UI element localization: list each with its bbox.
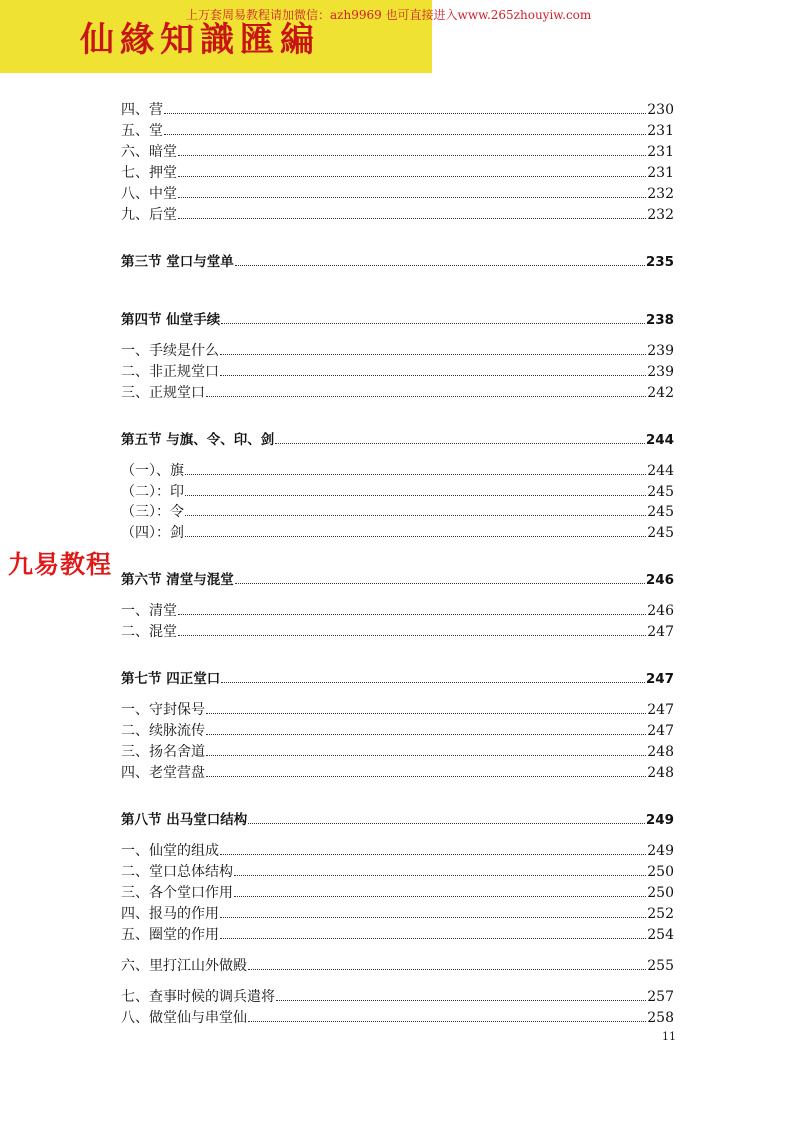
toc-entry-page: 238 <box>645 312 674 328</box>
toc-entry-page: 246 <box>645 572 674 588</box>
toc-leader-dots <box>178 175 646 177</box>
toc-entry-page: 250 <box>647 864 674 880</box>
toc-entry[interactable] <box>121 761 674 781</box>
toc-entry-label: 八、做堂仙与串堂仙 <box>121 1010 247 1026</box>
toc-leader-dots <box>164 133 646 135</box>
toc-entry-page: 252 <box>647 906 674 922</box>
toc-section-heading[interactable] <box>121 667 674 687</box>
toc-entry-label: 二、堂口总体结构 <box>121 864 233 880</box>
toc-entry-label: 三、扬名舍道 <box>121 744 205 760</box>
toc-entry-page: 257 <box>647 989 674 1005</box>
toc-leader-dots <box>248 968 646 970</box>
toc-leader-dots <box>220 916 646 918</box>
toc-entry-label: 六、暗堂 <box>121 144 177 160</box>
toc-leader-dots <box>178 196 646 198</box>
toc-entry-label: 第三节 堂口与堂单 <box>121 254 234 270</box>
toc-entry-label: 七、查事时候的调兵遣将 <box>121 989 275 1005</box>
toc-entry-page: 247 <box>647 723 674 739</box>
toc-entry[interactable] <box>121 140 674 160</box>
toc-leader-dots <box>276 999 646 1001</box>
toc-entry[interactable] <box>121 381 674 401</box>
toc-entry-page: 231 <box>647 123 674 139</box>
toc-entry-page: 239 <box>647 343 674 359</box>
toc-entry-label: 九、后堂 <box>121 207 177 223</box>
toc-entry-page: 249 <box>647 843 674 859</box>
toc-entry[interactable] <box>121 459 674 479</box>
toc-entry-label: 第七节 四正堂口 <box>121 671 221 687</box>
toc-entry[interactable] <box>121 119 674 139</box>
toc-section-heading[interactable] <box>121 428 674 448</box>
toc-entry-label: 第四节 仙堂手续 <box>121 312 221 328</box>
toc-leader-dots <box>234 874 646 876</box>
toc-leader-dots <box>206 754 646 756</box>
toc-section-heading[interactable] <box>121 250 674 270</box>
toc-entry-page: 244 <box>647 463 674 479</box>
toc-leader-dots <box>206 733 646 735</box>
toc-section-heading[interactable] <box>121 568 674 588</box>
toc-entry-page: 248 <box>647 765 674 781</box>
toc-entry[interactable] <box>121 740 674 760</box>
toc-entry-label: 二、混堂 <box>121 624 177 640</box>
toc-leader-dots <box>234 895 646 897</box>
toc-leader-dots <box>178 634 646 636</box>
banner-title: 仙緣知識匯編 <box>80 20 320 60</box>
toc-entry-label: 四、报马的作用 <box>121 906 219 922</box>
toc-entry[interactable] <box>121 203 674 223</box>
toc-entry-page: 258 <box>647 1010 674 1026</box>
toc-leader-dots <box>220 353 646 355</box>
toc-leader-dots <box>221 322 645 324</box>
toc-entry-label: 第八节 出马堂口结构 <box>121 812 248 828</box>
toc-entry[interactable] <box>121 339 674 359</box>
toc-leader-dots <box>206 712 646 714</box>
toc-entry-label: （一）、旗 <box>121 463 184 479</box>
toc-entry-page: 235 <box>645 254 674 270</box>
toc-entry-page: 232 <box>647 186 674 202</box>
toc-entry-label: 二、续脉流传 <box>121 723 205 739</box>
toc-entry[interactable] <box>121 98 674 118</box>
watermark-text: 九易教程 <box>8 550 113 579</box>
toc-leader-dots <box>221 681 645 683</box>
toc-entry-page: 245 <box>647 504 674 520</box>
toc-entry-page: 247 <box>645 671 674 687</box>
toc-entry-page: 248 <box>647 744 674 760</box>
toc-entry[interactable] <box>121 599 674 619</box>
toc-entry-page: 239 <box>647 364 674 380</box>
toc-entry-label: 八、中堂 <box>121 186 177 202</box>
toc-leader-dots <box>235 582 645 584</box>
page-number: 11 <box>662 1030 676 1043</box>
toc-leader-dots <box>206 395 646 397</box>
toc-leader-dots <box>185 535 646 537</box>
toc-entry[interactable] <box>121 1006 674 1026</box>
toc-entry[interactable] <box>121 954 674 974</box>
toc-leader-dots <box>185 494 646 496</box>
toc-entry-label: 一、仙堂的组成 <box>121 843 219 859</box>
toc-entry-label: 一、守封保号 <box>121 702 205 718</box>
toc-entry[interactable] <box>121 480 674 500</box>
top-note-link[interactable]: 上万套周易教程请加微信：azh9969 也可直接进入www.265zhouyiw.com <box>186 8 592 22</box>
toc-entry-label: （四）：剑 <box>121 525 184 541</box>
toc-entry-page: 232 <box>647 207 674 223</box>
toc-leader-dots <box>185 514 646 516</box>
toc-leader-dots <box>178 217 646 219</box>
toc-entry-label: 四、营 <box>121 102 163 118</box>
toc-entry-page: 242 <box>647 385 674 401</box>
toc-entry-label: 三、正规堂口 <box>121 385 205 401</box>
toc-entry-label: 三、各个堂口作用 <box>121 885 233 901</box>
toc-entry-page: 250 <box>647 885 674 901</box>
toc-entry-page: 247 <box>647 702 674 718</box>
toc-entry[interactable] <box>121 500 674 520</box>
toc-entry-page: 245 <box>647 525 674 541</box>
toc-entry-page: 231 <box>647 144 674 160</box>
toc-entry-label: （三）：令 <box>121 504 184 520</box>
toc-leader-dots <box>248 1020 646 1022</box>
toc-leader-dots <box>275 442 645 444</box>
toc-entry[interactable] <box>121 839 674 859</box>
toc-leader-dots <box>220 853 646 855</box>
toc-entry-label: 第五节 与旗、令、印、剑 <box>121 432 275 448</box>
toc-entry[interactable] <box>121 620 674 640</box>
toc-section-heading[interactable] <box>121 808 674 828</box>
toc-entry-label: （二）：印 <box>121 484 184 500</box>
toc-entry-label: 七、押堂 <box>121 165 177 181</box>
toc-entry-label: 五、堂 <box>121 123 163 139</box>
toc-entry[interactable] <box>121 161 674 181</box>
toc-entry-page: 230 <box>647 102 674 118</box>
toc-entry-page: 255 <box>647 958 674 974</box>
toc-entry[interactable] <box>121 985 674 1005</box>
toc-leader-dots <box>178 154 646 156</box>
toc-section-heading[interactable] <box>121 308 674 328</box>
toc-entry[interactable] <box>121 902 674 922</box>
toc-entry-label: 二、非正规堂口 <box>121 364 219 380</box>
toc-leader-dots <box>235 264 645 266</box>
toc-leader-dots <box>185 473 646 475</box>
toc-entry[interactable] <box>121 860 674 880</box>
toc-entry-page: 231 <box>647 165 674 181</box>
toc-entry[interactable] <box>121 923 674 943</box>
toc-leader-dots <box>220 937 646 939</box>
toc-leader-dots <box>248 822 645 824</box>
toc-entry-page: 245 <box>647 484 674 500</box>
toc-entry[interactable] <box>121 881 674 901</box>
toc-entry-label: 六、里打江山外做殿 <box>121 958 247 974</box>
toc-entry-label: 第六节 清堂与混堂 <box>121 572 234 588</box>
toc-entry-label: 一、清堂 <box>121 603 177 619</box>
toc-entry[interactable] <box>121 719 674 739</box>
toc-entry-page: 244 <box>645 432 674 448</box>
toc-leader-dots <box>206 775 646 777</box>
toc-entry-page: 247 <box>647 624 674 640</box>
toc-entry-page: 246 <box>647 603 674 619</box>
toc-leader-dots <box>220 374 646 376</box>
toc-entry-label: 一、手续是什么 <box>121 343 219 359</box>
toc-leader-dots <box>178 613 646 615</box>
toc-entry-label: 四、老堂营盘 <box>121 765 205 781</box>
toc-entry-page: 249 <box>645 812 674 828</box>
toc-entry[interactable] <box>121 521 674 541</box>
toc-entry[interactable] <box>121 698 674 718</box>
toc-entry[interactable] <box>121 182 674 202</box>
toc-entry[interactable] <box>121 360 674 380</box>
toc-leader-dots <box>164 112 646 114</box>
toc-entry-label: 五、圈堂的作用 <box>121 927 219 943</box>
toc-entry-page: 254 <box>647 927 674 943</box>
